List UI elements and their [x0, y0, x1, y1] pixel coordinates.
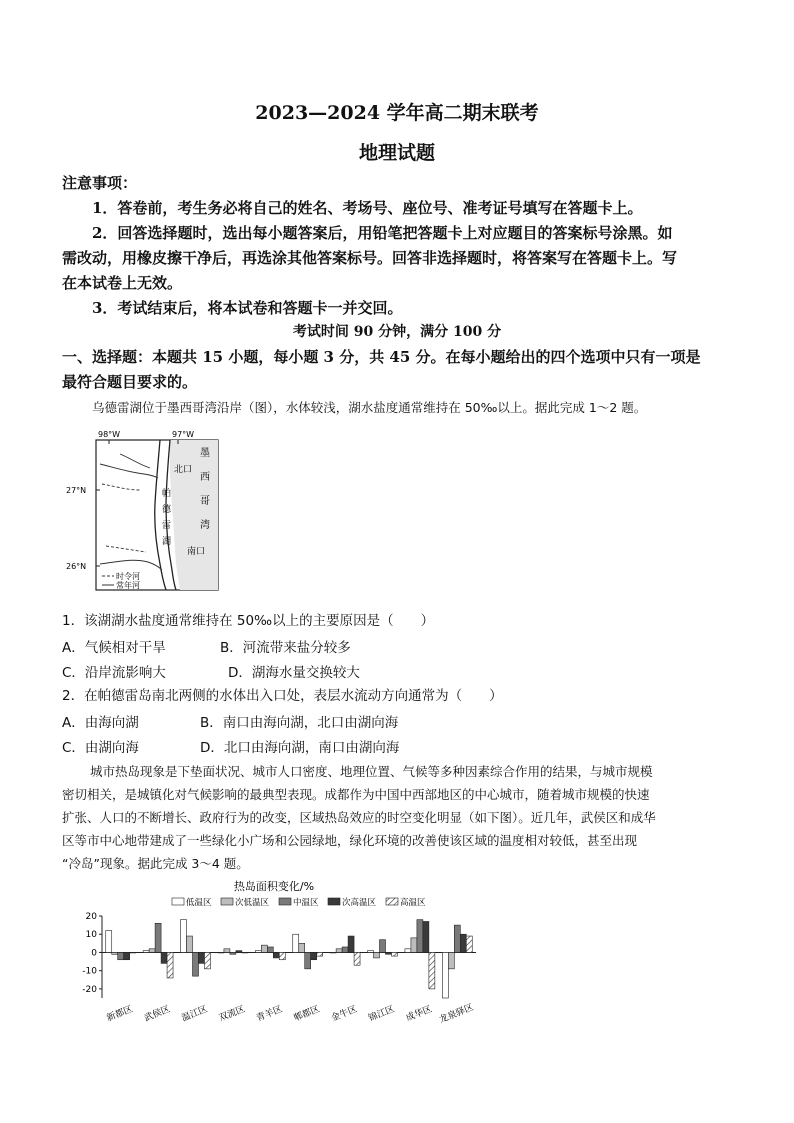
chart-bar: [442, 952, 448, 998]
chart-bar: [417, 920, 423, 953]
chart-bar: [423, 921, 429, 952]
chart-bar: [368, 951, 374, 953]
chart-bar: [218, 952, 224, 953]
chart-y-tick-label: -10: [82, 966, 97, 977]
exam-time: 考试时间 90 分钟，满分 100 分: [292, 324, 502, 340]
chart-bar: [305, 952, 311, 968]
section-1-line1: 一、选择题：本题共 15 小题，每小题 3 分，共 45 分。在每小题给出的四个选项中只有一项是: [62, 348, 701, 366]
intro-q3-4-line4: 区等市中心地带建成了一些绿化小广场和公园绿地，绿化环境的改善使该区域的温度相对较低，甚至出现: [62, 833, 638, 848]
chart-bar: [429, 952, 435, 988]
chart-bar: [242, 952, 248, 953]
notice-item-3: 3．考试结束后，将本试卷和答题卡一并交回。: [92, 299, 403, 317]
chart-bar: [106, 931, 112, 953]
chart-bar: [230, 952, 236, 954]
q1-option-a[interactable]: A．气候相对干旱: [62, 640, 166, 656]
chart-legend-label: 低温区: [186, 898, 212, 908]
chart-bar: [267, 947, 273, 952]
chart-bar: [293, 934, 299, 952]
chart-bar: [224, 949, 230, 953]
chart-bar: [330, 952, 336, 953]
chart-bar: [391, 952, 397, 956]
chart-category-label: 青羊区: [255, 1004, 284, 1024]
padre-lake-map: [60, 424, 240, 604]
notice-item-2-line3: 在本试卷上无效。: [62, 274, 183, 292]
chart-bar: [342, 947, 348, 952]
chart-bar: [385, 952, 391, 954]
q2-option-d[interactable]: D．北口由海向湖，南口由湖向海: [200, 740, 400, 756]
chart-y-tick-label: 20: [85, 912, 97, 922]
q1-option-d[interactable]: D．湖海水量交换较大: [228, 665, 360, 681]
q2-option-c[interactable]: C．由湖向海: [62, 740, 139, 756]
chart-legend-swatch: [279, 898, 291, 905]
exam-title: 2023—2024 学年高二期末联考: [255, 102, 539, 124]
chart-category-label: 龙泉驿区: [437, 1002, 476, 1026]
chart-bar: [143, 951, 149, 953]
map-lake-label: 帕德雷湖: [162, 489, 172, 547]
map-lat-26: 26°N: [66, 562, 87, 571]
chart-bar: [198, 952, 204, 963]
notice-item-2-line1: 2．回答选择题时，选出每小题答案后，用铅笔把答题卡上对应题目的答案标号涂黑。如: [92, 224, 673, 242]
map-lat-27: 27°N: [66, 486, 87, 495]
chart-category-label: 温江区: [180, 1004, 210, 1024]
chart-bar: [112, 952, 118, 954]
chart-bar: [255, 951, 261, 953]
chart-bar: [380, 940, 386, 953]
chart-category-label: 金牛区: [329, 1004, 359, 1024]
chart-legend-label: 次低温区: [235, 898, 270, 908]
chart-bar: [405, 949, 411, 953]
exam-subject: 地理试题: [358, 142, 435, 164]
chart-bar: [454, 925, 460, 952]
chart-legend-swatch: [386, 898, 398, 905]
chart-legend-label: 中温区: [293, 898, 319, 908]
map-legend-seasonal: 时令河: [116, 572, 140, 581]
heat-island-chart: [64, 878, 484, 1028]
chart-bar: [181, 920, 187, 953]
chart-bar: [161, 952, 167, 963]
chart-title: 热岛面积变化/%: [233, 880, 315, 893]
notice-item-1: 1．答卷前，考生务必将自己的姓名、考场号、座位号、准考证号填写在答题卡上。: [92, 199, 643, 217]
chart-bar: [466, 936, 472, 952]
chart-bar: [311, 952, 317, 959]
chart-bar: [460, 934, 466, 952]
chart-category-label: 郫都区: [292, 1004, 322, 1024]
chart-bar: [336, 949, 342, 953]
chart-category-label: 武侯区: [142, 1004, 172, 1024]
notice-item-2-line2: 需改动，用橡皮擦干净后，再选涂其他答案标号。回答非选择题时，将答案写在答题卡上。写: [62, 249, 678, 267]
chart-bar: [348, 936, 354, 952]
chart-category-label: 新都区: [105, 1004, 135, 1024]
chart-y-tick-label: -20: [82, 984, 97, 995]
map-legend-perennial: 常年河: [116, 581, 140, 590]
chart-legend-swatch: [221, 898, 233, 905]
chart-bar: [448, 952, 454, 968]
chart-y-tick-label: 10: [85, 930, 97, 941]
intro-q3-4-line1: 城市热岛现象是下垫面状况、城市人口密度、地理位置、气候等多种因素综合作用的结果，与城市规模: [90, 764, 653, 779]
chart-legend-swatch: [328, 898, 340, 905]
chart-category-label: 成华区: [404, 1004, 434, 1024]
chart-bar: [299, 943, 305, 952]
chart-bar: [411, 938, 417, 953]
section-1-line2: 最符合题目要求的。: [62, 373, 198, 391]
chart-bar: [155, 923, 161, 952]
chart-bar: [187, 936, 193, 952]
map-north-mouth: 北口: [174, 465, 193, 475]
chart-bar: [167, 952, 173, 978]
map-lon-97: 97°W: [172, 430, 195, 439]
chart-category-label: 双流区: [217, 1004, 247, 1024]
q2-option-b[interactable]: B．南口由海向湖，北口由湖向海: [200, 715, 399, 731]
chart-bar: [279, 952, 285, 959]
chart-bar: [374, 952, 380, 957]
chart-bar: [317, 952, 323, 956]
chart-bar: [236, 951, 242, 953]
intro-q3-4-line3: 扩张、人口的不断增长、政府行为的改变，区域热岛效应的时空变化明显（如下图）。近几年，武侯区和成华: [62, 810, 656, 825]
chart-legend-label: 高温区: [400, 898, 426, 908]
map-gulf-label: 墨西哥湾: [200, 448, 210, 531]
chart-bar: [130, 952, 136, 953]
chart-bar: [193, 952, 199, 976]
q1-stem: 1．该湖湖水盐度通常维持在 50‰以上的主要原因是（ ）: [62, 613, 435, 629]
q1-option-b[interactable]: B．河流带来盐分较多: [220, 640, 351, 656]
map-south-mouth: 南口: [187, 547, 206, 557]
chart-category-label: 锦江区: [367, 1004, 397, 1024]
chart-bar: [204, 952, 210, 968]
chart-bar: [118, 952, 124, 959]
intro-q3-4-line5: “冷岛”现象。据此完成 3～4 题。: [62, 856, 249, 871]
q2-stem: 2．在帕德雷岛南北两侧的水体出入口处，表层水流动方向通常为（ ）: [62, 688, 503, 704]
intro-q1-2: 乌德雷湖位于墨西哥湾沿岸（图），水体较浅，湖水盐度通常维持在 50‰以上。据此完成 1～2 题。: [92, 400, 647, 415]
chart-bar: [261, 945, 267, 952]
map-lon-98: 98°W: [98, 430, 121, 439]
chart-legend-label: 次高温区: [342, 898, 377, 908]
q1-option-c[interactable]: C．沿岸流影响大: [62, 665, 166, 681]
chart-bar: [273, 952, 279, 957]
intro-q3-4-line2: 密切相关，是城镇化对气候影响的最典型表现。成都作为中国中西部地区的中心城市，随着城市规模的快速: [62, 787, 650, 802]
q2-option-a[interactable]: A．由海向湖: [62, 715, 139, 731]
chart-bar: [354, 952, 360, 965]
chart-bar: [149, 949, 155, 953]
chart-bar: [124, 952, 130, 959]
chart-legend-swatch: [172, 898, 184, 905]
chart-y-tick-label: 0: [91, 948, 97, 959]
notice-heading: 注意事项：: [62, 174, 138, 192]
